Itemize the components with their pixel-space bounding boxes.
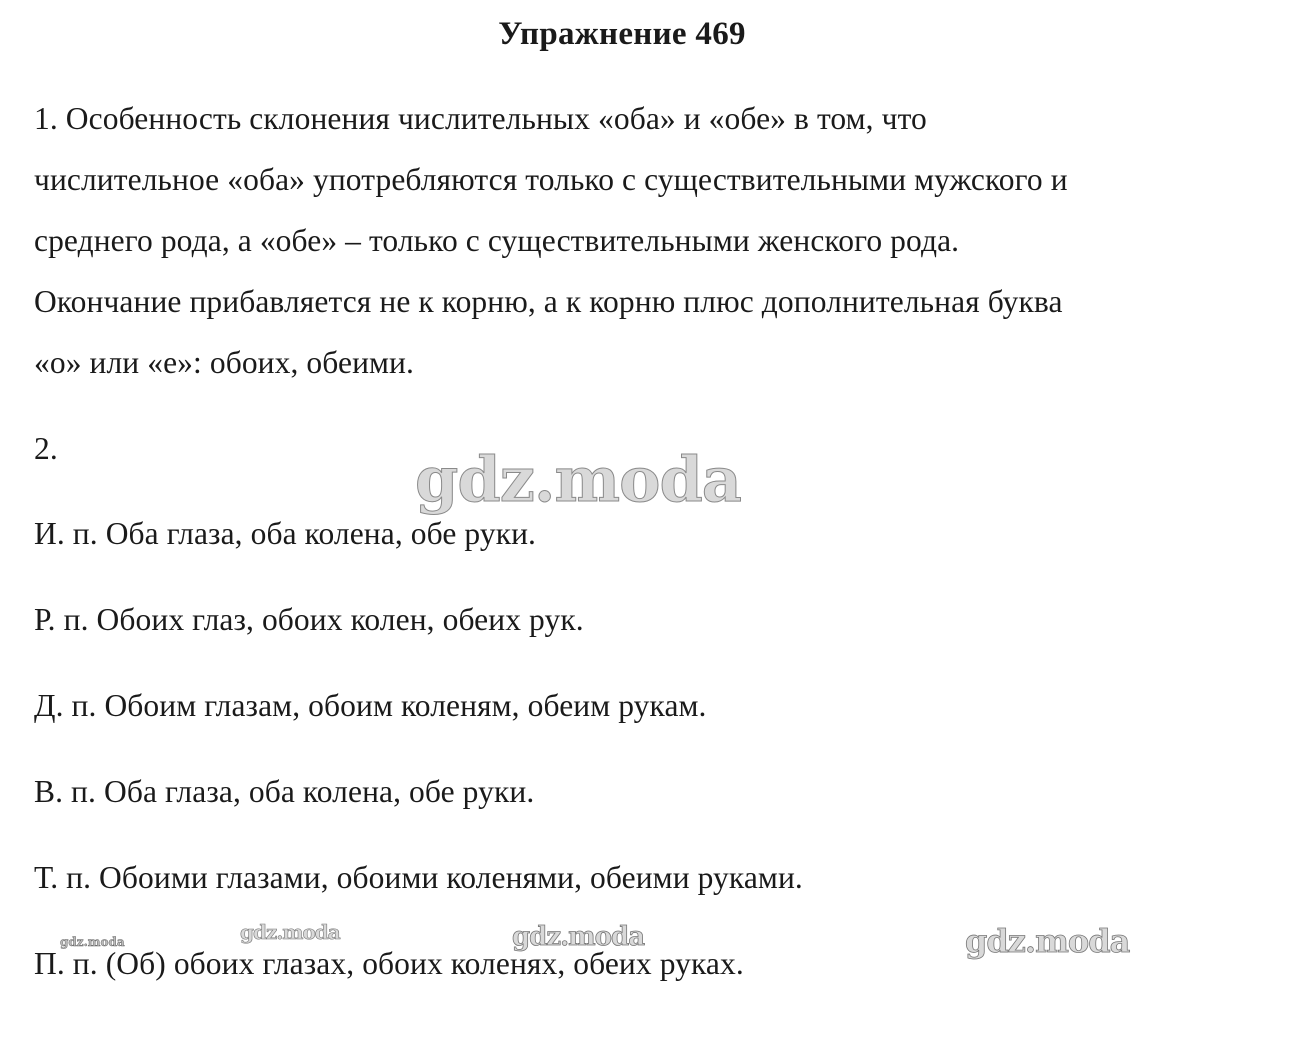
case-line-dative: Д. п. Обоим глазам, обоим коленям, обеим рукам. xyxy=(34,688,707,723)
paragraph-line: 1. Особенность склонения числительных «оба» и «обе» в том, что xyxy=(34,101,927,136)
case-line-instrumental: Т. п. Обоими глазами, обоими коленями, обеими руками. xyxy=(34,860,803,895)
watermark-main: gdz.moda xyxy=(415,443,741,516)
section-number: 2. xyxy=(34,431,58,466)
watermark-small: gdz.moda xyxy=(240,920,340,944)
paragraph-line: «о» или «е»: обоих, обеими. xyxy=(34,345,414,380)
case-line-prepositional: П. п. (Об) обоих глазах, обоих коленях, обеих руках. xyxy=(34,946,744,981)
paragraph-line: среднего рода, а «обе» – только с существительными женского рода. xyxy=(34,223,960,258)
case-line-nominative: И. п. Оба глаза, оба колена, обе руки. xyxy=(34,516,537,551)
exercise-title: Упражнение 469 xyxy=(498,16,746,52)
case-line-genitive: Р. п. Обоих глаз, обоих колен, обеих рук. xyxy=(34,602,584,637)
paragraph-line: числительное «оба» употребляются только с существительными мужского и xyxy=(34,162,1068,197)
watermark-tiny: gdz.moda xyxy=(60,935,125,949)
paragraph-line: Окончание прибавляется не к корню, а к корню плюс дополнительная буква xyxy=(34,284,1063,319)
case-line-accusative: В. п. Оба глаза, оба колена, обе руки. xyxy=(34,774,535,809)
watermark-small: gdz.moda xyxy=(512,922,645,952)
watermark-small: gdz.moda xyxy=(965,922,1130,960)
